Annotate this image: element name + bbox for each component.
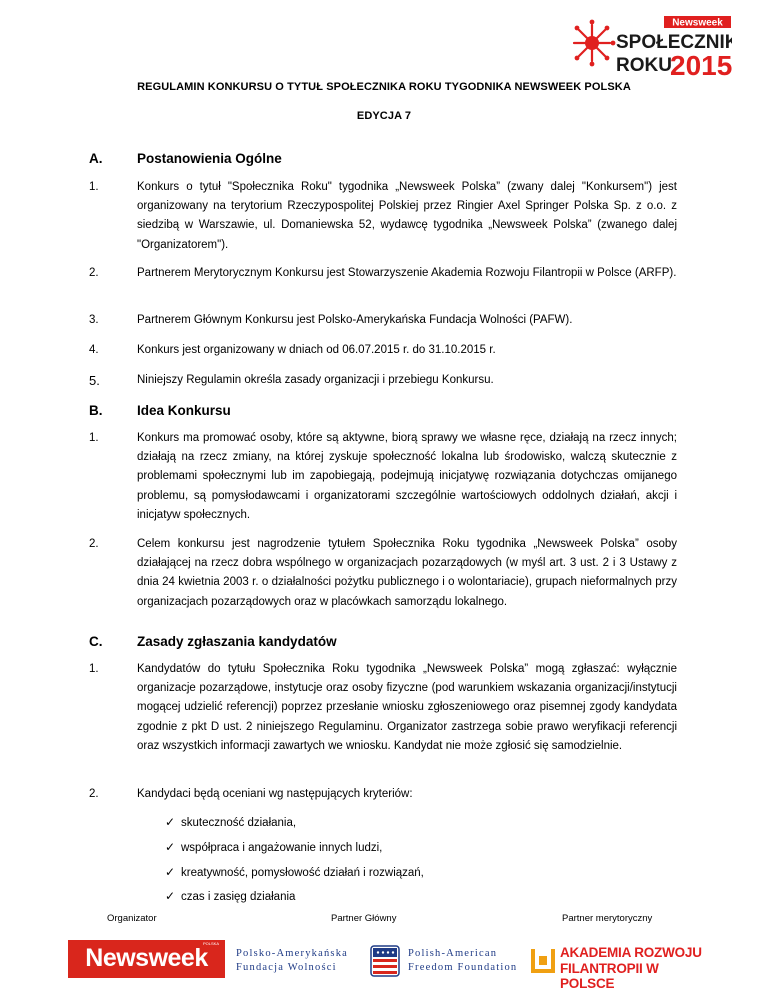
- arfp-bracket-icon: [530, 945, 556, 975]
- item-number: 2.: [89, 538, 99, 550]
- item-number: 1.: [89, 663, 99, 675]
- item-number: 3.: [89, 314, 99, 326]
- criterion-text: czas i zasięg działania: [181, 891, 296, 903]
- section-c-heading: [89, 634, 337, 649]
- newsweek-word: Newsweek: [85, 944, 208, 972]
- item-text: Konkurs ma promować osoby, które są aktywne, biorą sprawy we własne ręce, działają na rzecz innych; działają na rzecz zmiany, na której zyskuje społeczność lokalna lub środowisko, walczą skutecznie z problemami społecznymi lub im zapobiegają, podejmują inicjatywę rozwiązania dotychczas omijanego problemu, są pomysłodawcami i organizatorami szczególnie wartościowych oddolnych działań, akcji i inicjatyw społecznych.: [137, 432, 677, 521]
- footer-label-organizer: Organizator: [107, 913, 157, 924]
- item-text: Partnerem Merytorycznym Konkursu jest Stowarzyszenie Akademia Rozwoju Filantropii w Polsce (ARFP).: [137, 267, 677, 279]
- pafw-en-line1: Polish-American: [408, 948, 498, 959]
- newsweek-brand: Newsweek: [672, 17, 723, 29]
- pafw-en-line2: Freedom Foundation: [408, 962, 518, 973]
- criterion-text: skuteczność działania,: [181, 817, 297, 829]
- section-letter: A.: [89, 151, 103, 166]
- pafw-pl-line1: Polsko-Amerykańska: [236, 948, 349, 959]
- checkmark-icon: ✓: [165, 840, 176, 854]
- edition-label: EDYCJA 7: [356, 110, 412, 122]
- logo-year: 2015: [670, 50, 732, 81]
- section-title: Idea Konkursu: [137, 403, 231, 418]
- arfp-logo: [530, 943, 716, 991]
- pafw-english-name: [408, 947, 517, 975]
- pafw-polish-name: [236, 947, 348, 975]
- item-text: Niniejszy Regulamin określa zasady organizacji i przebiegu Konkursu.: [137, 374, 494, 386]
- criterion-item: [165, 840, 382, 854]
- criterion-text: współpraca i angażowanie innych ludzi,: [181, 842, 383, 854]
- section-b-heading: [89, 403, 231, 418]
- section-title: Postanowienia Ogólne: [137, 151, 282, 166]
- footer-label-content-partner: Partner merytoryczny: [562, 913, 653, 924]
- item-number: 1.: [89, 432, 99, 444]
- logo-line2: ROKU: [616, 55, 672, 76]
- pafw-logo: [236, 944, 526, 978]
- section-title: Zasady zgłaszania kandydatów: [137, 634, 337, 649]
- item-number: 2.: [89, 267, 99, 279]
- arfp-line2: FILANTROPII W POLSCE: [560, 961, 659, 991]
- newsweek-logo: [68, 940, 225, 978]
- spolecznik-roku-logo: [572, 13, 732, 81]
- document-title: REGULAMIN KONKURSU O TYTUŁ SPOŁECZNIKA ROKU TYGODNIKA NEWSWEEK POLSKA: [137, 81, 631, 93]
- item-text: Konkurs o tytuł "Społecznika Roku" tygodnika „Newsweek Polska” (zwany dalej "Konkursem") jest organizowany na terytorium Rzeczypospolitej Polskiej przez Ringier Axel Springer Polska Sp. z o.o. z siedzibą w Warszawie, ul. Domaniewska 52, wydawcę tygodnika „Newsweek Polska” (zwanego dalej "Organizatorem").: [137, 181, 677, 251]
- item-text: Kandydaci będą oceniani wg następujących kryteriów:: [137, 788, 413, 800]
- footer-label-main-partner: Partner Główny: [331, 913, 397, 924]
- section-a-heading: [89, 151, 282, 166]
- criterion-item: [165, 889, 295, 903]
- item-number: 5.: [89, 373, 100, 388]
- pafw-pl-line2: Fundacja Wolności: [236, 962, 337, 973]
- criterion-text: kreatywność, pomysłowość działań i rozwiązań,: [181, 867, 424, 879]
- checkmark-icon: ✓: [165, 865, 176, 879]
- item-text: Konkurs jest organizowany w dniach od 06.07.2015 r. do 31.10.2015 r.: [137, 344, 496, 356]
- arfp-line1: AKADEMIA ROZWOJU: [560, 945, 702, 960]
- starburst-icon: [574, 20, 615, 67]
- newsweek-sub: POLSKA: [202, 941, 219, 946]
- criterion-item: [165, 865, 424, 879]
- checkmark-icon: ✓: [165, 889, 176, 903]
- section-letter: B.: [89, 403, 103, 418]
- section-letter: C.: [89, 634, 103, 649]
- item-text: Kandydatów do tytułu Społecznika Roku tygodnika „Newsweek Polska” mogą zgłaszać: wyłącznie organizacje pozarządowe, instytucje oraz osoby fizyczne (pod warunkiem wskazania organizacji/instytucji mogącej udzielić referencji) poprzez przesłanie wniosku zgłoszeniowego oraz pisemnej zgody kandydata zgodnie z pkt D ust. 2 niniejszego Regulaminu. Organizator zastrzega sobie prawo weryfikacji referencji oraz wszystkich informacji zawartych we wniosku. Kandydat nie może zgłosić się samodzielnie.: [137, 663, 677, 752]
- item-text: Partnerem Głównym Konkursu jest Polsko-Amerykańska Fundacja Wolności (PAFW).: [137, 314, 573, 326]
- flag-icon: [369, 944, 401, 978]
- item-text: Celem konkursu jest nagrodzenie tytułem Społecznika Roku tygodnika „Newsweek Polska” osoby działającej na rzecz dobra wspólnego w organizacjach pozarządowych (w myśl art. 3 ust. 2 i 3 Ustawy z dnia 24 kwietnia 2003 r. o działalności pożytku publicznego i o wolontariacie), grupach nieformalnych przy organizacjach pozarządowych oraz w placówkach samorządu lokalnego.: [137, 538, 677, 608]
- item-number: 1.: [89, 181, 99, 193]
- item-number: 2.: [89, 788, 99, 800]
- item-number: 4.: [89, 344, 99, 356]
- checkmark-icon: ✓: [165, 815, 176, 829]
- logo-line1: SPOŁECZNIK: [616, 32, 732, 53]
- criterion-item: [165, 815, 296, 829]
